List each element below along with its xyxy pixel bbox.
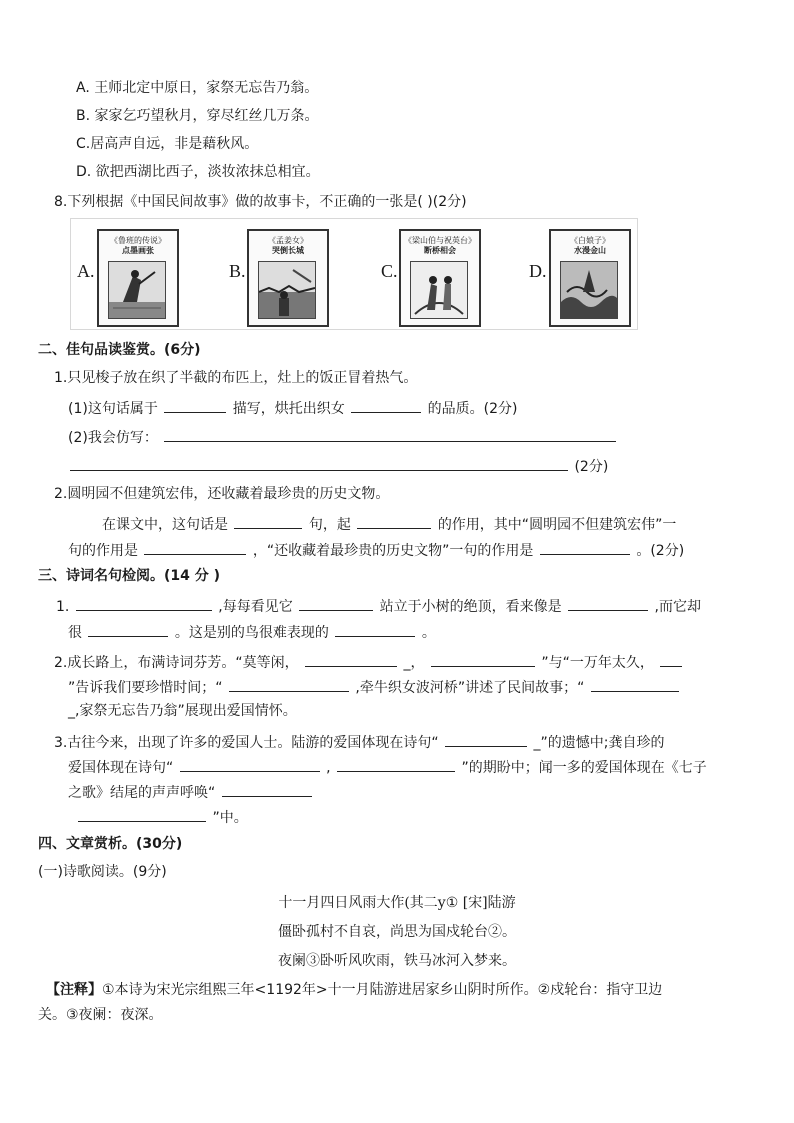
story-card-b [247, 229, 329, 327]
section-2-q1: 1.只见梭子放在织了半截的布匹上，灶上的饭正冒着热气。 [54, 370, 418, 386]
q1-2-label: (2)我会仿写： [68, 430, 158, 446]
section-4-sub: (一)诗歌阅读。(9分) [38, 864, 167, 880]
option-c: C.居高声自远，非是藉秋风。 [76, 136, 259, 152]
card-c-book: 《梁山伯与祝英台》 [404, 236, 476, 245]
imitation-blank[interactable] [164, 426, 616, 442]
q2-text-a: 在课文中，这句话是 [102, 517, 228, 533]
note-label: 【注释】 [46, 982, 102, 998]
answer-blank[interactable] [299, 595, 373, 611]
answer-blank[interactable] [144, 539, 246, 555]
answer-blank[interactable] [357, 513, 431, 529]
answer-blank[interactable] [591, 676, 679, 692]
answer-blank[interactable] [337, 756, 455, 772]
section-3-q3-line3 [68, 781, 314, 803]
card-d-illustration [560, 261, 618, 319]
section-2-q2: 2.圆明园不但建筑宏伟，还收藏着最珍贵的历史文物。 [54, 486, 390, 502]
s3-q1-text-d: 很 [68, 625, 82, 641]
q1-1-text-c: 的品质。(2分) [427, 401, 518, 417]
section-3-q3-line2 [68, 756, 707, 778]
q2-text-e: ，“还收藏着最珍贵的历史文物”一句的作用是 [252, 543, 534, 559]
card-d-book: 《白娘子》 [570, 236, 610, 245]
section-2-q1-1 [68, 397, 518, 419]
section-2-q1-2 [68, 426, 618, 448]
section-3-title: 三、诗词名句检阅。(14 分 ) [38, 568, 221, 584]
story-card-a [97, 229, 179, 327]
section-4-title: 四、文章赏析。(30分) [38, 836, 183, 852]
answer-blank[interactable] [76, 595, 212, 611]
story-cards [70, 218, 638, 330]
answer-blank[interactable] [229, 676, 349, 692]
card-a-book: 《鲁班的传说》 [110, 236, 166, 245]
question-8: 8.下列根据《中国民间故事》做的故事卡，不正确的一张是( )(2分) [54, 194, 467, 210]
poem-line-2: 夜阑③卧听风吹雨，铁马冰河入梦来。 [278, 953, 516, 969]
answer-blank[interactable] [164, 397, 226, 413]
s3-q3-text-e: ”的期盼中；闻一多的爱国体现在《七子 [461, 760, 707, 776]
section-2-q2-line2 [68, 539, 684, 561]
card-a-letter: A. [77, 261, 95, 281]
poem-title: 十一月四日风雨大作(其二y① [宋]陆游 [278, 895, 516, 911]
q2-text-d: 句的作用是 [68, 543, 138, 559]
answer-blank[interactable] [335, 621, 415, 637]
section-2-title: 二、佳句品读鉴赏。(6分) [38, 342, 201, 358]
poem-note [46, 980, 662, 1000]
card-b-letter: B. [229, 261, 246, 281]
s3-q3-text-b: _”的遗憾中;龚自珍的 [533, 735, 665, 751]
s3-q2-text-b: _， [403, 655, 425, 671]
answer-blank[interactable] [445, 731, 527, 747]
card-a-title: 点墨画张 [122, 246, 154, 255]
section-3-q2-line3: _,家祭无忘告乃翁”展现出爱国情怀。 [68, 703, 297, 719]
answer-blank[interactable] [305, 651, 397, 667]
story-card-d [549, 229, 631, 327]
answer-blank[interactable] [568, 595, 648, 611]
q2-text-f: 。(2分) [636, 543, 685, 559]
card-c-letter: C. [381, 261, 398, 281]
card-b-illustration [258, 261, 316, 319]
answer-blank[interactable] [351, 397, 421, 413]
s3-q2-text-a: 2.成长路上，布满诗词芬芳。“莫等闲， [54, 655, 299, 671]
q2-text-b: 句，起 [308, 517, 351, 533]
card-d-title: 水漫金山 [574, 246, 606, 255]
s3-q2-text-d: ”告诉我们要珍惜时间；“ [68, 680, 223, 696]
story-card-c [399, 229, 481, 327]
s3-q3-text-c: 爱国体现在诗句“ [68, 760, 174, 776]
s3-q3-text-d: , [326, 760, 331, 776]
answer-blank[interactable] [540, 539, 630, 555]
imitation-blank-2[interactable] [70, 455, 568, 471]
answer-blank[interactable] [234, 513, 302, 529]
poem-line-1: 僵卧孤村不自哀，尚思为国戍轮台②。 [278, 924, 516, 940]
note-text: ①本诗为宋光宗组熙三年<1192年>十一月陆游进居家乡山阴时所作。②戍轮台：指守卫边 [102, 982, 663, 998]
section-3-q3-line1 [54, 731, 665, 753]
q1-2-score: (2分) [574, 459, 609, 475]
q1-1-text-a: (1)这句话属于 [68, 401, 158, 417]
answer-blank[interactable] [180, 756, 320, 772]
s3-q3-text-f: 之歌》结尾的声声呼唤“ [68, 785, 216, 801]
section-3-q2-line2 [68, 676, 681, 698]
option-a: A. 王师北定中原日，家祭无忘告乃翁。 [76, 80, 319, 96]
section-3-q1-line2 [68, 621, 436, 643]
s3-q1-text-a: ,每每看见它 [218, 599, 293, 615]
card-b-title: 哭倒长城 [272, 246, 304, 255]
card-c-title: 断桥相会 [424, 246, 456, 255]
q2-text-c: 的作用，其中“圆明园不但建筑宏伟”一 [437, 517, 677, 533]
s3-q1-text-e: 。这是别的鸟很难表现的 [174, 625, 329, 641]
section-2-q2-line1 [102, 513, 676, 535]
answer-blank[interactable] [431, 651, 535, 667]
section-3-q3-line4 [76, 806, 248, 828]
section-3-q2-line1 [54, 651, 684, 673]
s3-q2-text-c: ”与“一万年太久， [541, 655, 654, 671]
option-d: D. 欲把西湖比西子，淡妆浓抹总相宜。 [76, 164, 320, 180]
s3-q1-text-b: 站立于小树的绝顶，看来像是 [379, 599, 562, 615]
section-3-q1-line1 [56, 595, 701, 617]
answer-blank[interactable] [660, 651, 682, 667]
answer-blank[interactable] [222, 781, 312, 797]
poem-note-cont: 关。③夜阑：夜深。 [38, 1007, 163, 1023]
card-d-letter: D. [529, 261, 547, 281]
s3-q2-text-e: ,牵牛织女波河桥”讲述了民间故事；“ [355, 680, 585, 696]
option-b: B. 家家乞巧望秋月，穿尽红丝几万条。 [76, 108, 319, 124]
s3-q3-text-a: 3.古往今来，出现了许多的爱国人士。陆游的爱国体现在诗句“ [54, 735, 439, 751]
card-b-book: 《孟姜女》 [268, 236, 308, 245]
card-a-illustration [108, 261, 166, 319]
section-2-q1-2-cont [68, 455, 608, 477]
q1-number: 1. [56, 599, 70, 615]
s3-q3-text-g: ”中。 [212, 810, 248, 826]
s3-q1-text-c: ,而它却 [654, 599, 701, 615]
q1-1-text-b: 描写，烘托出织女 [232, 401, 345, 417]
answer-blank[interactable] [78, 806, 206, 822]
card-c-illustration [410, 261, 468, 319]
s3-q1-text-f: 。 [421, 625, 436, 641]
answer-blank[interactable] [88, 621, 168, 637]
